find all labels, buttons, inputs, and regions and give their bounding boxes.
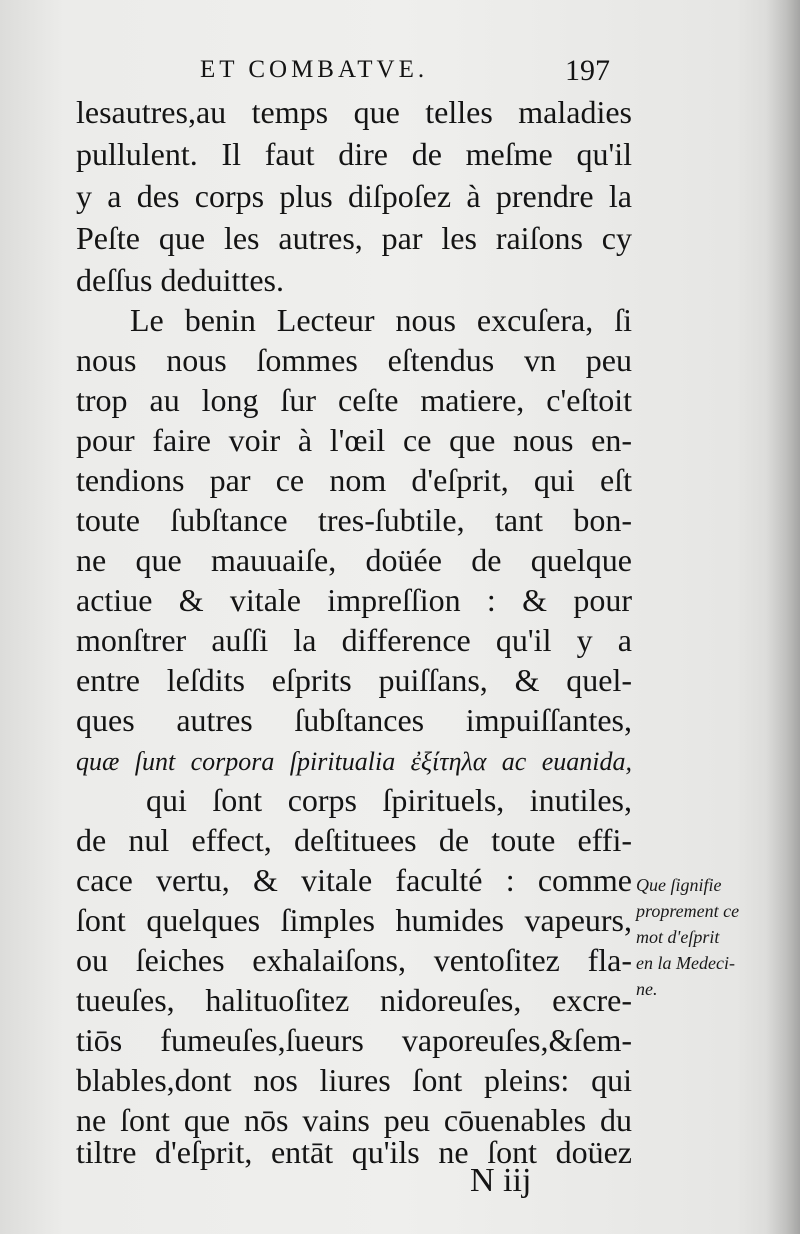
text-line: tiōs fumeuſes,ſueurs vaporeuſes,&ſem-: [76, 1022, 632, 1058]
text-line: ne que mauuaiſe, doüée de quelque: [76, 542, 632, 578]
page-number: 197: [565, 54, 610, 87]
text-line: actiue & vitale impreſſion : & pour: [76, 582, 632, 618]
text-line: nous nous ſommes eſtendus vn peu: [76, 342, 632, 378]
text-line: ne ſont que nōs vains peu cōuenables du: [76, 1102, 632, 1138]
text-line: ques autres ſubſtances impuiſſantes,: [76, 702, 632, 738]
text-line: cace vertu, & vitale faculté : comme: [76, 862, 632, 898]
text-line: blables,dont nos liures ſont pleins: qui: [76, 1062, 632, 1098]
text-line: lesautres,au temps que telles maladies: [76, 94, 632, 130]
text-line: tueuſes, halituoſitez nidoreuſes, excre-: [76, 982, 632, 1018]
page-gutter-shadow: [766, 0, 800, 1234]
text-line: tendions par ce nom d'eſprit, qui eſt: [76, 462, 632, 498]
text-line: qui ſont corps ſpirituels, inutiles,: [146, 782, 632, 818]
running-header-title: ET COMBATVE.: [200, 56, 429, 83]
text-line: tiltre d'eſprit, entāt qu'ils ne ſont doüez: [76, 1134, 632, 1170]
margin-note-line: ne.: [636, 979, 658, 999]
margin-note-line: en la Medeci-: [636, 953, 735, 973]
latin-quote-line: quæ ſunt corpora ſpiritualia ἐξίτηλα ac euanida,: [76, 747, 632, 776]
signature-mark: N iij: [470, 1162, 532, 1199]
text-line: ſont quelques ſimples humides vapeurs,: [76, 902, 632, 938]
text-line: de nul effect, deſtituees de toute effi-: [76, 822, 632, 858]
margin-note: [636, 872, 786, 1002]
text-line: Peſte que les autres, par les raiſons cy: [76, 220, 632, 256]
text-line: monſtrer auſſi la difference qu'il y a: [76, 622, 632, 658]
text-line: entre leſdits eſprits puiſſans, & quel-: [76, 662, 632, 698]
text-line-indented: Le benin Lecteur nous excuſera, ſi: [130, 302, 632, 338]
text-line: ou ſeiches exhalaiſons, ventoſitez fla-: [76, 942, 632, 978]
text-line: trop au long ſur ceſte matiere, c'eſtoit: [76, 382, 632, 418]
text-line: toute ſubſtance tres-ſubtile, tant bon-: [76, 502, 632, 538]
text-line: deſſus deduittes.: [76, 262, 284, 298]
margin-note-line: Que ſignifie: [636, 875, 722, 895]
text-line: pour faire voir à l'œil ce que nous en-: [76, 422, 632, 458]
margin-note-line: mot d'eſprit: [636, 927, 720, 947]
text-line: pullulent. Il faut dire de meſme qu'il: [76, 136, 632, 172]
text-line: y a des corps plus diſpoſez à prendre la: [76, 178, 632, 214]
margin-note-line: proprement ce: [636, 901, 740, 921]
